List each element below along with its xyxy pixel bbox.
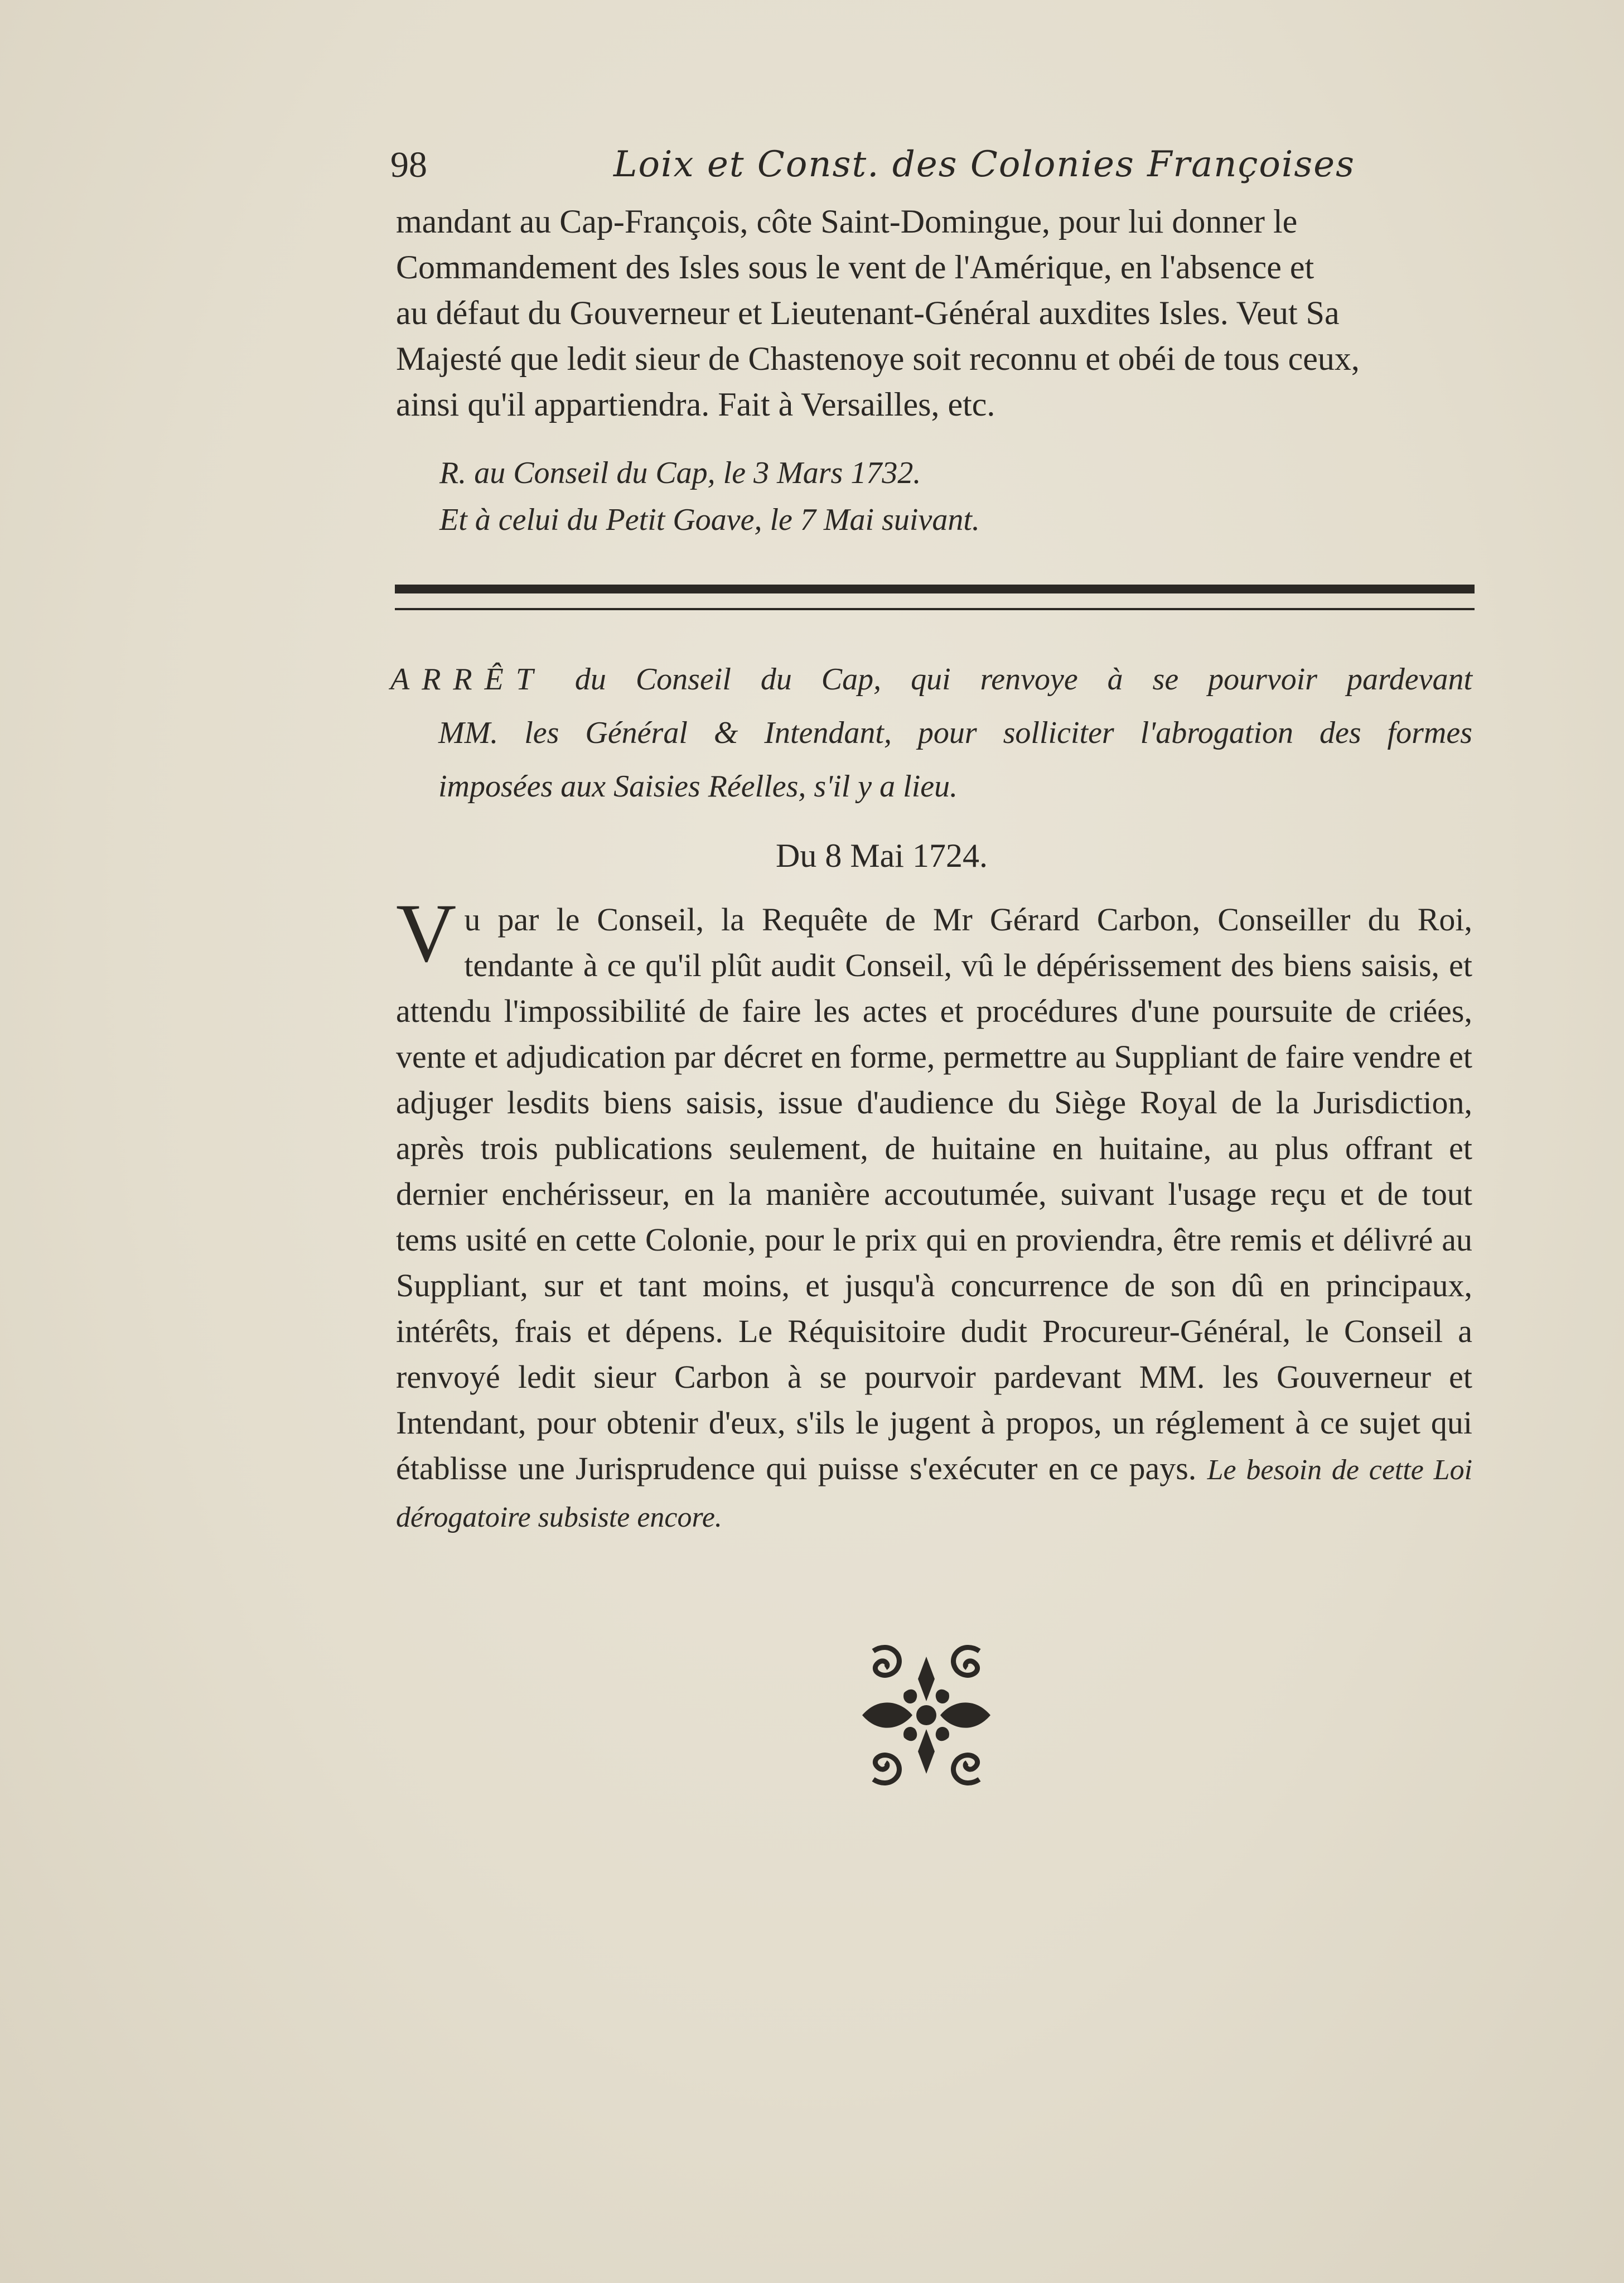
registration-line-cap: R. au Conseil du Cap, le 3 Mars 1732. bbox=[439, 456, 921, 490]
heading-word: ARRÊT bbox=[390, 662, 545, 697]
text-line: ainsi qu'il appartiendra. Fait à Versailles, etc. bbox=[396, 386, 995, 423]
heading-line-3: imposées aux Saisies Réelles, s'il y a lieu. bbox=[438, 769, 958, 804]
heading-line-1-rest: du Conseil du Cap, qui renvoye à se pourvoir pardevant bbox=[574, 662, 1472, 697]
floral-ornament-icon bbox=[851, 1640, 1002, 1790]
registration-line-goave: Et à celui du Petit Goave, le 7 Mai suivant. bbox=[439, 503, 980, 537]
heading-line-2: MM. les Général & Intendant, pour solliciter l'abrogation des formes bbox=[438, 716, 1472, 750]
section-heading bbox=[390, 653, 1472, 813]
page-number: 98 bbox=[390, 144, 427, 185]
decree-date bbox=[0, 837, 1624, 875]
text-line: au défaut du Gouverneur et Lieutenant-Général auxdites Isles. Veut Sa bbox=[396, 295, 1340, 331]
text-line: Majesté que ledit sieur de Chastenoye soit reconnu et obéi de tous ceux, bbox=[396, 340, 1360, 377]
decree-text: u par le Conseil, la Requête de Mr Gérard Carbon, Conseiller du Roi, tendante à ce qu'il plût audit Conseil, vû le dépérissement des biens saisis, et attendu l'impossibilité de faire les actes et procédures d'une poursuite de criées, vente et adjudication par décret en forme, permettre au Suppliant de faire vendre et adjuger lesdits biens saisis, issue d'audience du Siège Royal de la Jurisdiction, après trois publications seulement, de huitaine en huitaine, au plus offrant et dernier enchérisseur, en la manière accoutumée, suivant l'usage reçu et de tout tems usité en cette Colonie, pour le prix qui en proviendra, être remis et délivré au Suppliant, sur et tant moins, et jusqu'à concurrence de son dû en principaux, intérêts, frais et dépens. Le Réquisitoire dudit Procureur-Général, le Conseil a renvoyé ledit sieur Carbon à se pourvoir pardevant MM. les Gouverneur et Intendant, pour obtenir d'eux, s'ils le jugent à propos, un réglement à ce sujet qui établisse une Jurisprudence qui puisse s'exécuter en ce pays. bbox=[396, 901, 1472, 1486]
text-line: mandant au Cap-François, côte Saint-Domingue, pour lui donner le bbox=[396, 203, 1298, 240]
decree-date-text: Du 8 Mai 1724. bbox=[776, 837, 988, 874]
decree-body bbox=[396, 887, 1473, 1541]
page-header bbox=[390, 144, 1483, 194]
running-title: Loix et Const. des Colonies Françoises bbox=[613, 144, 1355, 185]
closing-note: Le besoin de cette Loi dérogatoire subsiste encore. bbox=[396, 1454, 1473, 1533]
section-divider-thin bbox=[395, 608, 1475, 610]
text-line: Commandement des Isles sous le vent de l'Amérique, en l'absence et bbox=[396, 249, 1314, 286]
decree-paragraph bbox=[396, 887, 1473, 1541]
continued-paragraph bbox=[396, 199, 1472, 427]
section-divider-thick bbox=[395, 585, 1475, 593]
drop-cap: V bbox=[396, 887, 457, 979]
heading-line-1 bbox=[390, 653, 1472, 706]
